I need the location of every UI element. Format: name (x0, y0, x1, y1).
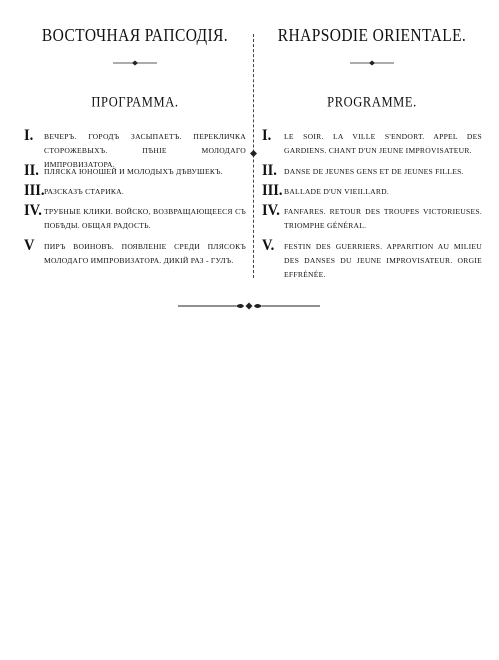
item-numeral: IV. (262, 202, 280, 220)
item-numeral: II. (24, 162, 39, 180)
item-text: ТРУБНЫЕ КЛИКИ. ВОЙСКО, ВОЗВРАЩАЮЩЕЕСЯ СЪ ПОБѢДЫ. ОБЩАЯ РАДОСТЬ. (44, 207, 246, 230)
ornament-rule-icon (113, 60, 157, 66)
item-text: FESTIN DES GUERRIERS. APPARITION AU MILIEU DES DANSES DU JEUNE IMPROVISATEUR. ORGIE EFFRÉNÉE. (284, 242, 482, 279)
item-numeral: V (24, 237, 35, 255)
french-title: RHAPSODIE ORIENTALE. (277, 26, 467, 46)
title-ornament (262, 53, 482, 59)
russian-title: ВОСТОЧНАЯ РАПСОДІЯ. (41, 26, 229, 46)
item-numeral: II. (262, 162, 277, 180)
item-text: BALLADE D'UN VIEILLARD. (284, 187, 390, 196)
divider-knot-icon (250, 150, 257, 157)
item-numeral: III. (24, 182, 45, 200)
bottom-ornament-icon (178, 302, 320, 310)
item-numeral: IV. (24, 202, 42, 220)
item-text: РАЗСКАЗЪ СТАРИКА. (44, 187, 125, 196)
item-text: ВЕЧЕРЪ. ГОРОДЪ ЗАСЫПАЕТЪ. ПЕРЕКЛИЧКА СТОРОЖЕВЫХЪ. ПѢНІЕ МОЛОДАГО ИМПРОВИЗАТОРА. (44, 132, 246, 169)
item-numeral: I. (262, 127, 272, 145)
item-numeral: V. (262, 237, 275, 255)
russian-program-heading: ПРОГРАММА. (91, 94, 179, 111)
item-numeral: III. (262, 182, 283, 200)
french-programme-heading: PROGRAMME. (327, 94, 417, 111)
item-text: FANFARES. RETOUR DES TROUPES VICTORIEUSES. TRIOMPHE GÉNÉRAL. (284, 207, 482, 230)
item-text: ПИРЪ ВОИНОВЪ. ПОЯВЛЕНІЕ СРЕДИ ПЛЯСОКЪ МОЛОДАГО ИМПРОВИЗАТОРА. ДИКІЙ РАЗ - ГУЛЪ. (44, 242, 246, 265)
item-numeral: I. (24, 127, 34, 145)
item-text: DANSE DE JEUNES GENS ET DE JEUNES FILLES. (284, 167, 464, 176)
title-ornament (24, 53, 246, 59)
ornament-rule-icon (350, 60, 394, 66)
item-text: ПЛЯСКА ЮНОШЕЙ И МОЛОДЫХЪ ДѢВУШЕКЪ. (44, 167, 223, 176)
item-text: LE SOIR. LA VILLE S'ENDORT. APPEL DES GARDIENS. CHANT D'UN JEUNE IMPROVISATEUR. (284, 132, 482, 155)
